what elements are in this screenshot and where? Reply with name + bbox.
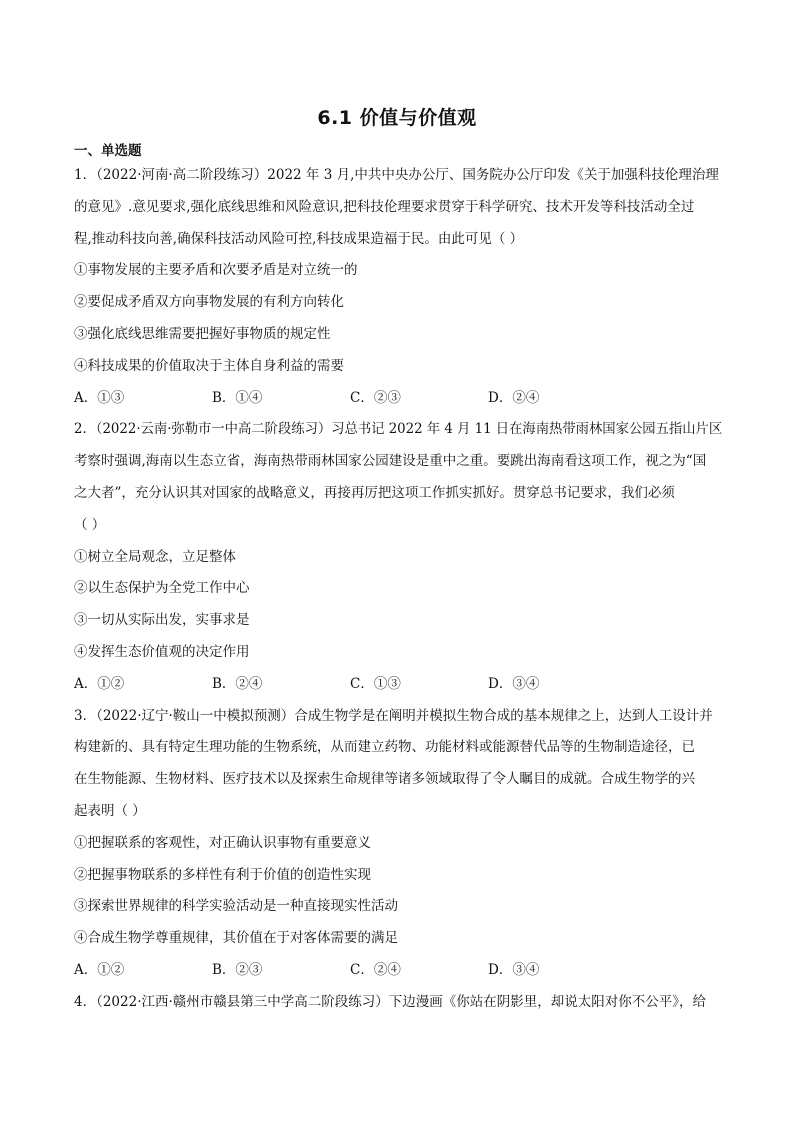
question-2-choice-d[interactable]: D．③④ [488, 675, 540, 692]
question-1-choice-a[interactable]: A．①③ [74, 389, 125, 406]
question-2-choices [74, 669, 722, 701]
question-3-stem-line-1: 3．（2022·辽宁·鞍山一中模拟预测）合成生物学是在阐明并模拟生物合成的基本规律之上，达到人工设计并 [74, 707, 713, 724]
question-2-stem-line-1: 2．（2022·云南·弥勒市一中高二阶段练习）习总书记 2022 年 4 月 11 日在海南热带雨林国家公园五指山片区 [74, 421, 723, 438]
question-2-stem-line-3: 之大者”，充分认识其对国家的战略意义，再接再厉把这项工作抓实抓好。贯穿总书记要求，我们必须 [74, 484, 675, 501]
question-3-statement-3: ③探索世界规律的科学实验活动是一种直接现实性活动 [74, 898, 398, 915]
question-3-statement-2: ②把握事物联系的多样性有利于价值的创造性实现 [74, 866, 371, 883]
question-2-choice-b[interactable]: B．②④ [212, 675, 263, 692]
question-1-statement-4: ④科技成果的价值取决于主体自身利益的需要 [74, 357, 344, 374]
question-2-stem-line-4: （ ） [74, 516, 106, 533]
question-1-choice-d[interactable]: D．②④ [488, 389, 540, 406]
question-3-stem-line-2: 构建新的、具有特定生理功能的生物系统，从而建立药物、功能材料或能源替代品等的生物制造途径，已 [74, 739, 695, 756]
question-1-stem-line-3: 程,推动科技向善,确保科技活动风险可控,科技成果造福于民。由此可见（ ） [74, 230, 524, 247]
question-3-stem-line-4: 起表明（ ） [74, 802, 146, 819]
question-1-statement-2: ②要促成矛盾双方向事物发展的有利方向转化 [74, 294, 344, 311]
question-3-choice-d[interactable]: D．③④ [488, 961, 540, 978]
question-1-statement-1: ①事物发展的主要矛盾和次要矛盾是对立统一的 [74, 262, 358, 279]
question-2-statement-1: ①树立全局观念，立足整体 [74, 548, 236, 565]
question-2-choice-a[interactable]: A．①② [74, 675, 125, 692]
question-1-choice-b[interactable]: B．①④ [212, 389, 263, 406]
section-heading: 一、单选题 [74, 143, 142, 159]
question-1 [74, 160, 722, 414]
question-4-stem-line-1: 4．（2022·江西·赣州市赣县第三中学高二阶段练习）下边漫画《你站在阴影里，却说太阳对你不公平》，给 [74, 993, 707, 1010]
question-3-choice-b[interactable]: B．②③ [212, 961, 263, 978]
question-2-stem-line-2: 考察时强调,海南以生态立省，海南热带雨林国家公园建设是重中之重。要跳出海南看这项工作，视之为“国 [74, 453, 707, 470]
question-1-stem-line-1: 1．（2022·河南·高二阶段练习）2022 年 3 月,中共中央办公厅、国务院办公厅印发《关于加强科技伦理治理 [74, 167, 719, 183]
question-1-choices [74, 383, 722, 415]
question-2 [74, 414, 722, 700]
question-list [74, 160, 722, 1019]
question-2-statement-4: ④发挥生态价值观的决定作用 [74, 643, 250, 660]
question-2-statement-2: ②以生态保护为全党工作中心 [74, 580, 250, 597]
question-2-choice-c[interactable]: C．①③ [350, 675, 401, 692]
question-1-statement-3: ③强化底线思维需要把握好事物质的规定性 [74, 325, 331, 342]
question-3 [74, 701, 722, 987]
question-3-choices [74, 955, 722, 987]
question-4 [74, 987, 722, 1019]
page-title: 6.1 价值与价值观 [317, 107, 477, 129]
question-1-choice-c[interactable]: C．②③ [350, 389, 401, 406]
question-3-stem-line-3: 在生物能源、生物材料、医疗技术以及探索生命规律等诸多领域取得了令人瞩目的成就。合成生物学的兴 [74, 771, 695, 788]
question-2-statement-3: ③一切从实际出发，实事求是 [74, 612, 250, 629]
question-3-choice-c[interactable]: C．②④ [350, 961, 401, 978]
question-3-statement-4: ④合成生物学尊重规律，其价值在于对客体需要的满足 [74, 930, 398, 947]
question-3-statement-1: ①把握联系的客观性，对正确认识事物有重要意义 [74, 834, 371, 851]
question-1-stem-line-2: 的意见》.意见要求,强化底线思维和风险意识,把科技伦理要求贯穿于科学研究、技术开发等科技活动全过 [74, 198, 695, 215]
question-3-choice-a[interactable]: A．①② [74, 961, 125, 978]
